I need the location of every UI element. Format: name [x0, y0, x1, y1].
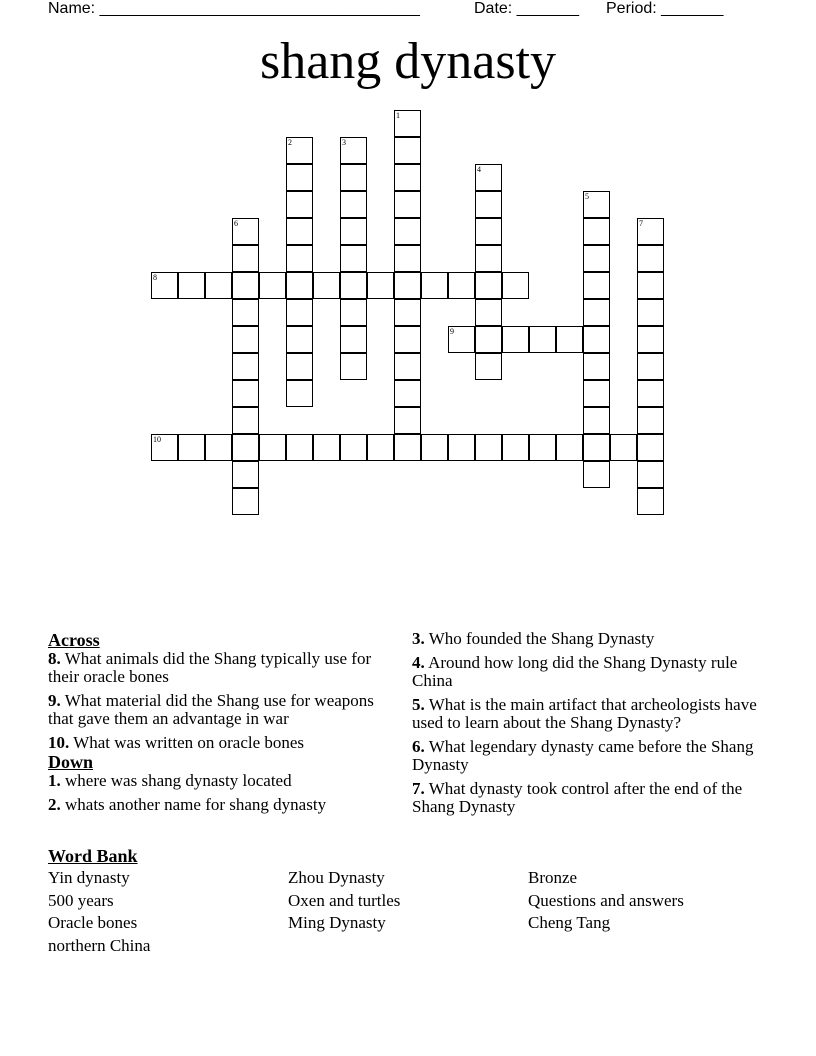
crossword-cell[interactable] — [340, 326, 367, 353]
crossword-cell[interactable] — [340, 164, 367, 191]
name-field[interactable]: Name: ____________________________________ — [48, 0, 420, 17]
word-bank-item: 500 years — [48, 890, 114, 910]
clue-text: What legendary dynasty came before the Shang Dynasty — [412, 737, 754, 774]
crossword-cell[interactable] — [583, 218, 610, 245]
clue-number: 6. — [412, 737, 425, 756]
clue-text: Who founded the Shang Dynasty — [428, 629, 655, 648]
crossword-cell[interactable] — [502, 434, 529, 461]
clue-number: 6 — [234, 219, 238, 228]
crossword-cell[interactable] — [205, 272, 232, 299]
clue-item — [48, 796, 393, 814]
crossword-cell[interactable] — [448, 272, 475, 299]
crossword-cell[interactable] — [286, 353, 313, 380]
crossword-cell[interactable] — [394, 245, 421, 272]
crossword-cell[interactable] — [340, 434, 367, 461]
crossword-cell[interactable] — [637, 461, 664, 488]
crossword-cell[interactable] — [637, 434, 664, 461]
crossword-cell[interactable] — [178, 434, 205, 461]
clue-number: 8. — [48, 649, 61, 668]
crossword-cell[interactable] — [286, 326, 313, 353]
clue-number: 10 — [153, 435, 161, 444]
clue-number: 5 — [585, 192, 589, 201]
crossword-cell[interactable] — [610, 434, 637, 461]
crossword-cell[interactable] — [637, 272, 664, 299]
crossword-cell[interactable] — [556, 326, 583, 353]
word-bank-item: Ming Dynasty — [288, 913, 386, 932]
crossword-cell[interactable] — [637, 218, 664, 245]
clues-column-right — [412, 630, 772, 822]
crossword-cell[interactable] — [394, 326, 421, 353]
crossword-cell[interactable] — [394, 434, 421, 461]
crossword-cell[interactable] — [232, 380, 259, 407]
crossword-cell[interactable] — [475, 353, 502, 380]
word-bank-item: Yin dynasty — [48, 868, 130, 887]
crossword-cell[interactable] — [340, 245, 367, 272]
crossword-cell[interactable] — [475, 164, 502, 191]
crossword-cell[interactable] — [232, 218, 259, 245]
clue-number: 3. — [412, 629, 425, 648]
crossword-cell[interactable] — [583, 245, 610, 272]
clue-item — [412, 696, 772, 732]
clues-column-left — [48, 630, 393, 820]
crossword-cell[interactable] — [340, 218, 367, 245]
clue-number: 10. — [48, 733, 70, 752]
crossword-cell[interactable] — [637, 353, 664, 380]
clue-item — [412, 654, 772, 690]
crossword-cell[interactable] — [394, 137, 421, 164]
crossword-cell[interactable] — [583, 272, 610, 299]
crossword-cell[interactable] — [556, 434, 583, 461]
period-field[interactable]: Period: _______ — [606, 0, 724, 17]
clue-number: 1 — [396, 111, 400, 120]
clue-text: where was shang dynasty located — [65, 771, 292, 790]
clue-number: 2. — [48, 795, 61, 814]
clue-number: 4 — [477, 165, 481, 174]
crossword-cell[interactable] — [637, 326, 664, 353]
clue-item — [48, 650, 393, 686]
clue-number: 5. — [412, 695, 425, 714]
clue-item — [412, 780, 772, 816]
crossword-cell[interactable] — [475, 326, 502, 353]
across-heading: Across — [48, 630, 100, 650]
crossword-cell[interactable] — [421, 434, 448, 461]
clue-number: 4. — [412, 653, 425, 672]
word-bank-item: Zhou Dynasty — [288, 868, 385, 887]
clue-text: whats another name for shang dynasty — [65, 795, 327, 814]
crossword-cell[interactable] — [232, 272, 259, 299]
crossword-cell[interactable] — [286, 245, 313, 272]
down-heading: Down — [48, 752, 94, 772]
crossword-cell[interactable] — [367, 272, 394, 299]
word-bank-item: Cheng Tang — [528, 913, 611, 932]
crossword-cell[interactable] — [286, 380, 313, 407]
crossword-cell[interactable] — [286, 299, 313, 326]
clue-number: 7 — [639, 219, 643, 228]
crossword-cell[interactable] — [286, 218, 313, 245]
crossword-cell[interactable] — [313, 272, 340, 299]
clue-number: 9 — [450, 327, 454, 336]
clue-text: What animals did the Shang typically use for their oracle bones — [48, 649, 372, 686]
crossword-cell[interactable] — [394, 380, 421, 407]
crossword-cell[interactable] — [637, 380, 664, 407]
crossword-cell[interactable] — [340, 272, 367, 299]
crossword-cell[interactable] — [583, 191, 610, 218]
word-bank-item: northern China — [48, 935, 151, 955]
crossword-cell[interactable] — [502, 326, 529, 353]
crossword-cell[interactable] — [529, 434, 556, 461]
crossword-cell[interactable] — [583, 407, 610, 434]
word-bank-item: Oxen and turtles — [288, 890, 401, 910]
date-field[interactable]: Date: _______ — [474, 0, 579, 17]
crossword-cell[interactable] — [394, 407, 421, 434]
crossword-cell[interactable] — [394, 164, 421, 191]
crossword-cell[interactable] — [178, 272, 205, 299]
crossword-cell[interactable] — [232, 353, 259, 380]
clue-text: What is the main artifact that archeologists have used to learn about the Shang Dynasty? — [412, 695, 757, 732]
crossword-cell[interactable] — [394, 272, 421, 299]
clue-number: 1. — [48, 771, 61, 790]
word-bank-title: Word Bank — [48, 846, 138, 866]
crossword-cell[interactable] — [583, 380, 610, 407]
crossword-cell[interactable] — [637, 407, 664, 434]
crossword-cell[interactable] — [286, 137, 313, 164]
crossword-cell[interactable] — [475, 245, 502, 272]
crossword-cell[interactable] — [232, 326, 259, 353]
crossword-cell[interactable] — [340, 137, 367, 164]
crossword-cell[interactable] — [340, 353, 367, 380]
crossword-cell[interactable] — [475, 434, 502, 461]
crossword-cell[interactable] — [637, 299, 664, 326]
crossword-cell[interactable] — [151, 272, 178, 299]
crossword-cell[interactable] — [367, 434, 394, 461]
clue-item — [412, 738, 772, 774]
clue-item — [412, 630, 772, 648]
crossword-cell[interactable] — [394, 191, 421, 218]
clue-text: What was written on oracle bones — [73, 733, 305, 752]
crossword-cell[interactable] — [448, 326, 475, 353]
word-bank-item: Oracle bones — [48, 913, 138, 932]
crossword-cell[interactable] — [394, 299, 421, 326]
clue-text: What material did the Shang use for weapons that gave them an advantage in war — [48, 691, 374, 728]
crossword-cell[interactable] — [502, 272, 529, 299]
clue-number: 3 — [342, 138, 346, 147]
crossword-cell[interactable] — [232, 245, 259, 272]
clue-text: What dynasty took control after the end of the Shang Dynasty — [412, 779, 743, 816]
clue-number: 2 — [288, 138, 292, 147]
crossword-cell[interactable] — [448, 434, 475, 461]
clue-item — [48, 734, 393, 752]
crossword-cell[interactable] — [394, 218, 421, 245]
crossword-cell[interactable] — [475, 218, 502, 245]
crossword-cell[interactable] — [259, 434, 286, 461]
crossword-cell[interactable] — [583, 353, 610, 380]
crossword-cell[interactable] — [313, 434, 340, 461]
crossword-cell[interactable] — [583, 326, 610, 353]
crossword-cell[interactable] — [232, 488, 259, 515]
word-bank-item: Bronze — [528, 868, 578, 887]
clue-item — [48, 772, 393, 790]
crossword-cell[interactable] — [475, 272, 502, 299]
crossword-cell[interactable] — [286, 434, 313, 461]
clue-number: 7. — [412, 779, 425, 798]
crossword-cell[interactable] — [340, 191, 367, 218]
word-bank-item: Questions and answers — [528, 890, 684, 910]
crossword-cell[interactable] — [286, 272, 313, 299]
clue-number: 8 — [153, 273, 157, 282]
crossword-cell[interactable] — [583, 434, 610, 461]
crossword-cell[interactable] — [286, 164, 313, 191]
crossword-cell[interactable] — [259, 272, 286, 299]
crossword-cell[interactable] — [286, 191, 313, 218]
crossword-cell[interactable] — [205, 434, 232, 461]
crossword-cell[interactable] — [529, 326, 556, 353]
clue-text: Around how long did the Shang Dynasty rule China — [412, 653, 738, 690]
crossword-cell[interactable] — [583, 299, 610, 326]
crossword-cell[interactable] — [394, 110, 421, 137]
crossword-cell[interactable] — [232, 461, 259, 488]
crossword-cell[interactable] — [637, 245, 664, 272]
crossword-cell[interactable] — [475, 299, 502, 326]
crossword-cell[interactable] — [394, 353, 421, 380]
clue-number: 9. — [48, 691, 61, 710]
crossword-cell[interactable] — [421, 272, 448, 299]
crossword-cell[interactable] — [151, 434, 178, 461]
clue-item — [48, 692, 393, 728]
crossword-cell[interactable] — [232, 407, 259, 434]
crossword-cell[interactable] — [232, 299, 259, 326]
crossword-cell[interactable] — [637, 488, 664, 515]
crossword-cell[interactable] — [475, 191, 502, 218]
crossword-cell[interactable] — [232, 434, 259, 461]
page-title: shang dynasty — [259, 33, 557, 90]
crossword-cell[interactable] — [583, 461, 610, 488]
crossword-cell[interactable] — [340, 299, 367, 326]
